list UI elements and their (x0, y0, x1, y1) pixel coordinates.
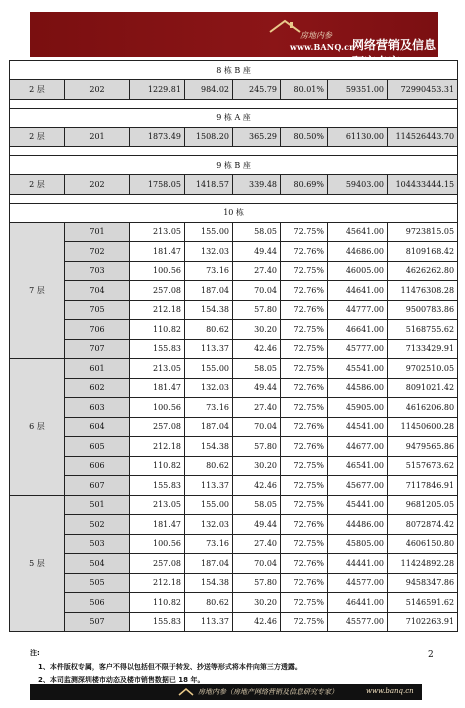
table-cell: 704 (65, 281, 130, 301)
building-name: 9 栋 A 座 (10, 108, 458, 127)
table-cell: 701 (65, 222, 130, 242)
table-cell: 80.62 (185, 456, 233, 476)
table-row (10, 242, 458, 262)
table-cell: 501 (65, 495, 130, 515)
table-cell: 9723815.05 (388, 222, 458, 242)
table-cell: 1873.49 (130, 127, 185, 147)
table-cell: 72.76% (281, 554, 328, 574)
table-cell: 9500783.86 (388, 300, 458, 320)
table-cell: 44441.00 (328, 554, 388, 574)
table-cell: 72.75% (281, 495, 328, 515)
building-name: 8 栋 B 座 (10, 61, 458, 80)
table-cell: 57.80 (233, 573, 281, 593)
table-cell: 2 层 (10, 175, 65, 195)
table-cell: 9479565.86 (388, 437, 458, 457)
table-cell: 72.76% (281, 300, 328, 320)
table-cell: 30.20 (233, 320, 281, 340)
table-row (10, 359, 458, 379)
table-cell: 72.75% (281, 359, 328, 379)
table-cell: 706 (65, 320, 130, 340)
table-cell: 503 (65, 534, 130, 554)
table-cell: 70.04 (233, 554, 281, 574)
table-cell: 213.05 (130, 222, 185, 242)
table-cell: 154.38 (185, 573, 233, 593)
table-cell: 257.08 (130, 554, 185, 574)
spacer-cell (10, 194, 458, 203)
table-cell: 212.18 (130, 437, 185, 457)
note-1: 1、本件版权专属，客户不得以包括但不限于转发、抄送等形式将本件向第三方透露。 (38, 663, 302, 671)
price-table (9, 60, 458, 632)
table-cell: 80.62 (185, 593, 233, 613)
table-cell: 72.75% (281, 320, 328, 340)
table-cell: 80.69% (281, 175, 328, 195)
table-cell: 42.46 (233, 339, 281, 359)
table-cell: 1758.05 (130, 175, 185, 195)
table-row (10, 378, 458, 398)
table-cell: 707 (65, 339, 130, 359)
table-cell: 201 (65, 127, 130, 147)
table-cell: 72.76% (281, 417, 328, 437)
table-cell: 154.38 (185, 300, 233, 320)
table-cell: 202 (65, 80, 130, 100)
table-cell: 45905.00 (328, 398, 388, 418)
table-cell: 11424892.28 (388, 554, 458, 574)
table-cell: 72.75% (281, 261, 328, 281)
footer-text: 房地内参（房地产网络营销及信息研究专家） (198, 688, 338, 696)
house-logo-icon (178, 687, 194, 697)
table-cell: 187.04 (185, 417, 233, 437)
table-cell: 1229.81 (130, 80, 185, 100)
table-cell: 110.82 (130, 593, 185, 613)
table-cell: 155.00 (185, 359, 233, 379)
table-cell: 110.82 (130, 320, 185, 340)
table-row (10, 300, 458, 320)
table-cell: 59403.00 (328, 175, 388, 195)
table-cell: 155.83 (130, 476, 185, 496)
table-cell: 104433444.15 (388, 175, 458, 195)
table-cell: 4606150.80 (388, 534, 458, 554)
table-cell: 70.04 (233, 281, 281, 301)
table-cell: 605 (65, 437, 130, 457)
table-row (10, 612, 458, 632)
table-cell: 46541.00 (328, 456, 388, 476)
floor-label: 5 层 (10, 495, 65, 632)
table-cell: 45577.00 (328, 612, 388, 632)
table-cell: 7117846.91 (388, 476, 458, 496)
table-cell: 603 (65, 398, 130, 418)
table-cell: 202 (65, 175, 130, 195)
table-cell: 72.75% (281, 534, 328, 554)
table-row (10, 320, 458, 340)
table-cell: 187.04 (185, 281, 233, 301)
table-cell: 45541.00 (328, 359, 388, 379)
table-cell: 80.62 (185, 320, 233, 340)
table-cell: 45441.00 (328, 495, 388, 515)
table-cell: 4626262.80 (388, 261, 458, 281)
table-cell: 46441.00 (328, 593, 388, 613)
table-cell: 7102263.91 (388, 612, 458, 632)
table-cell: 506 (65, 593, 130, 613)
building-name: 10 栋 (10, 203, 458, 222)
table-cell: 11476308.28 (388, 281, 458, 301)
brand-url: www.BANQ.cn (290, 42, 356, 52)
table-cell: 72.76% (281, 573, 328, 593)
footer-url: www.banq.cn (366, 687, 414, 695)
table-cell: 606 (65, 456, 130, 476)
page-header (30, 12, 438, 69)
table-cell: 72.75% (281, 456, 328, 476)
building-header-row (10, 203, 458, 222)
table-cell: 42.46 (233, 476, 281, 496)
table-cell: 49.44 (233, 515, 281, 535)
table-cell: 181.47 (130, 242, 185, 262)
table-cell: 507 (65, 612, 130, 632)
footer-notes (30, 648, 425, 684)
table-row (10, 534, 458, 554)
floor-label: 7 层 (10, 222, 65, 359)
building-header-row (10, 108, 458, 127)
table-spacer (10, 147, 458, 156)
table-cell: 57.80 (233, 300, 281, 320)
table-cell: 72.75% (281, 222, 328, 242)
table-cell: 72990453.31 (388, 80, 458, 100)
table-cell: 702 (65, 242, 130, 262)
table-cell: 44686.00 (328, 242, 388, 262)
table-cell: 44486.00 (328, 515, 388, 535)
table-row (10, 573, 458, 593)
table-cell: 45805.00 (328, 534, 388, 554)
table-cell: 339.48 (233, 175, 281, 195)
brand-title: 网络营销及信息研究专家 (352, 38, 437, 69)
table-row (10, 495, 458, 515)
table-cell: 114526443.70 (388, 127, 458, 147)
table-cell: 73.16 (185, 398, 233, 418)
brand-name-cn: 房地内参 (300, 31, 332, 40)
table-row (10, 175, 458, 195)
table-cell: 155.83 (130, 612, 185, 632)
table-cell: 72.76% (281, 281, 328, 301)
table-cell: 132.03 (185, 242, 233, 262)
page-number: 2 (428, 650, 434, 660)
table-cell: 257.08 (130, 281, 185, 301)
table-cell: 72.75% (281, 398, 328, 418)
table-cell: 601 (65, 359, 130, 379)
building-header-row (10, 61, 458, 80)
table-cell: 100.56 (130, 534, 185, 554)
table-cell: 155.00 (185, 222, 233, 242)
table-row (10, 281, 458, 301)
table-cell: 72.75% (281, 612, 328, 632)
table-cell: 45777.00 (328, 339, 388, 359)
table-cell: 365.29 (233, 127, 281, 147)
table-row (10, 417, 458, 437)
table-cell: 45641.00 (328, 222, 388, 242)
table-cell: 113.37 (185, 612, 233, 632)
table-cell: 1508.20 (185, 127, 233, 147)
table-cell: 181.47 (130, 378, 185, 398)
table-cell: 154.38 (185, 437, 233, 457)
table-row (10, 515, 458, 535)
table-row (10, 554, 458, 574)
table-cell: 57.80 (233, 437, 281, 457)
table-cell: 212.18 (130, 573, 185, 593)
table-cell: 4616206.80 (388, 398, 458, 418)
table-cell: 73.16 (185, 534, 233, 554)
building-name: 9 栋 B 座 (10, 156, 458, 175)
table-cell: 8109168.42 (388, 242, 458, 262)
table-cell: 607 (65, 476, 130, 496)
table-cell: 155.00 (185, 495, 233, 515)
table-cell: 49.44 (233, 378, 281, 398)
notes-label: 注: (30, 649, 40, 657)
table-cell: 44777.00 (328, 300, 388, 320)
building-header-row (10, 156, 458, 175)
table-cell: 73.16 (185, 261, 233, 281)
table-cell: 46641.00 (328, 320, 388, 340)
table-cell: 504 (65, 554, 130, 574)
table-cell: 8091021.42 (388, 378, 458, 398)
table-cell: 58.05 (233, 222, 281, 242)
spacer-cell (10, 99, 458, 108)
table-cell: 5168755.62 (388, 320, 458, 340)
table-cell: 44641.00 (328, 281, 388, 301)
table-cell: 44586.00 (328, 378, 388, 398)
table-cell: 58.05 (233, 495, 281, 515)
table-row (10, 398, 458, 418)
table-cell: 9458347.86 (388, 573, 458, 593)
spacer-cell (10, 147, 458, 156)
table-cell: 44577.00 (328, 573, 388, 593)
table-cell: 72.76% (281, 242, 328, 262)
table-row (10, 80, 458, 100)
table-row (10, 456, 458, 476)
table-cell: 45677.00 (328, 476, 388, 496)
floor-label: 6 层 (10, 359, 65, 496)
table-cell: 7133429.91 (388, 339, 458, 359)
table-cell: 44541.00 (328, 417, 388, 437)
table-cell: 9702510.05 (388, 359, 458, 379)
table-row (10, 127, 458, 147)
table-cell: 100.56 (130, 261, 185, 281)
table-cell: 502 (65, 515, 130, 535)
table-cell: 8072874.42 (388, 515, 458, 535)
table-cell: 70.04 (233, 417, 281, 437)
table-cell: 2 层 (10, 127, 65, 147)
table-cell: 187.04 (185, 554, 233, 574)
table-row (10, 476, 458, 496)
table-cell: 27.40 (233, 261, 281, 281)
table-spacer (10, 194, 458, 203)
table-cell: 245.79 (233, 80, 281, 100)
table-cell: 505 (65, 573, 130, 593)
table-cell: 5146591.62 (388, 593, 458, 613)
table-row (10, 593, 458, 613)
table-cell: 113.37 (185, 339, 233, 359)
table-cell: 703 (65, 261, 130, 281)
table-cell: 5157673.62 (388, 456, 458, 476)
table-cell: 257.08 (130, 417, 185, 437)
table-cell: 44677.00 (328, 437, 388, 457)
table-cell: 30.20 (233, 456, 281, 476)
table-cell: 984.02 (185, 80, 233, 100)
table-cell: 602 (65, 378, 130, 398)
table-cell: 72.75% (281, 339, 328, 359)
table-cell: 11450600.28 (388, 417, 458, 437)
table-cell: 113.37 (185, 476, 233, 496)
table-row (10, 437, 458, 457)
table-cell: 59351.00 (328, 80, 388, 100)
table-cell: 42.46 (233, 612, 281, 632)
table-cell: 181.47 (130, 515, 185, 535)
table-cell: 49.44 (233, 242, 281, 262)
table-row (10, 261, 458, 281)
table-cell: 155.83 (130, 339, 185, 359)
table-cell: 46005.00 (328, 261, 388, 281)
table-cell: 213.05 (130, 495, 185, 515)
table-cell: 72.75% (281, 476, 328, 496)
table-cell: 72.76% (281, 378, 328, 398)
table-cell: 2 层 (10, 80, 65, 100)
footer-bar (30, 684, 422, 700)
table-cell: 61130.00 (328, 127, 388, 147)
table-cell: 100.56 (130, 398, 185, 418)
table-cell: 80.01% (281, 80, 328, 100)
note-2: 2、本司监测深圳楼市动态及楼市销售数据已 18 年。 (38, 676, 205, 684)
table-row (10, 222, 458, 242)
table-cell: 72.76% (281, 515, 328, 535)
table-cell: 72.75% (281, 593, 328, 613)
table-cell: 30.20 (233, 593, 281, 613)
table-cell: 110.82 (130, 456, 185, 476)
table-cell: 58.05 (233, 359, 281, 379)
table-cell: 1418.57 (185, 175, 233, 195)
table-cell: 27.40 (233, 534, 281, 554)
house-logo-icon (268, 18, 302, 40)
table-cell: 705 (65, 300, 130, 320)
table-cell: 604 (65, 417, 130, 437)
table-row (10, 339, 458, 359)
table-cell: 72.76% (281, 437, 328, 457)
table-cell: 27.40 (233, 398, 281, 418)
table-cell: 213.05 (130, 359, 185, 379)
table-spacer (10, 99, 458, 108)
table-cell: 132.03 (185, 378, 233, 398)
table-cell: 80.50% (281, 127, 328, 147)
table-cell: 212.18 (130, 300, 185, 320)
table-cell: 132.03 (185, 515, 233, 535)
table-cell: 9681205.05 (388, 495, 458, 515)
